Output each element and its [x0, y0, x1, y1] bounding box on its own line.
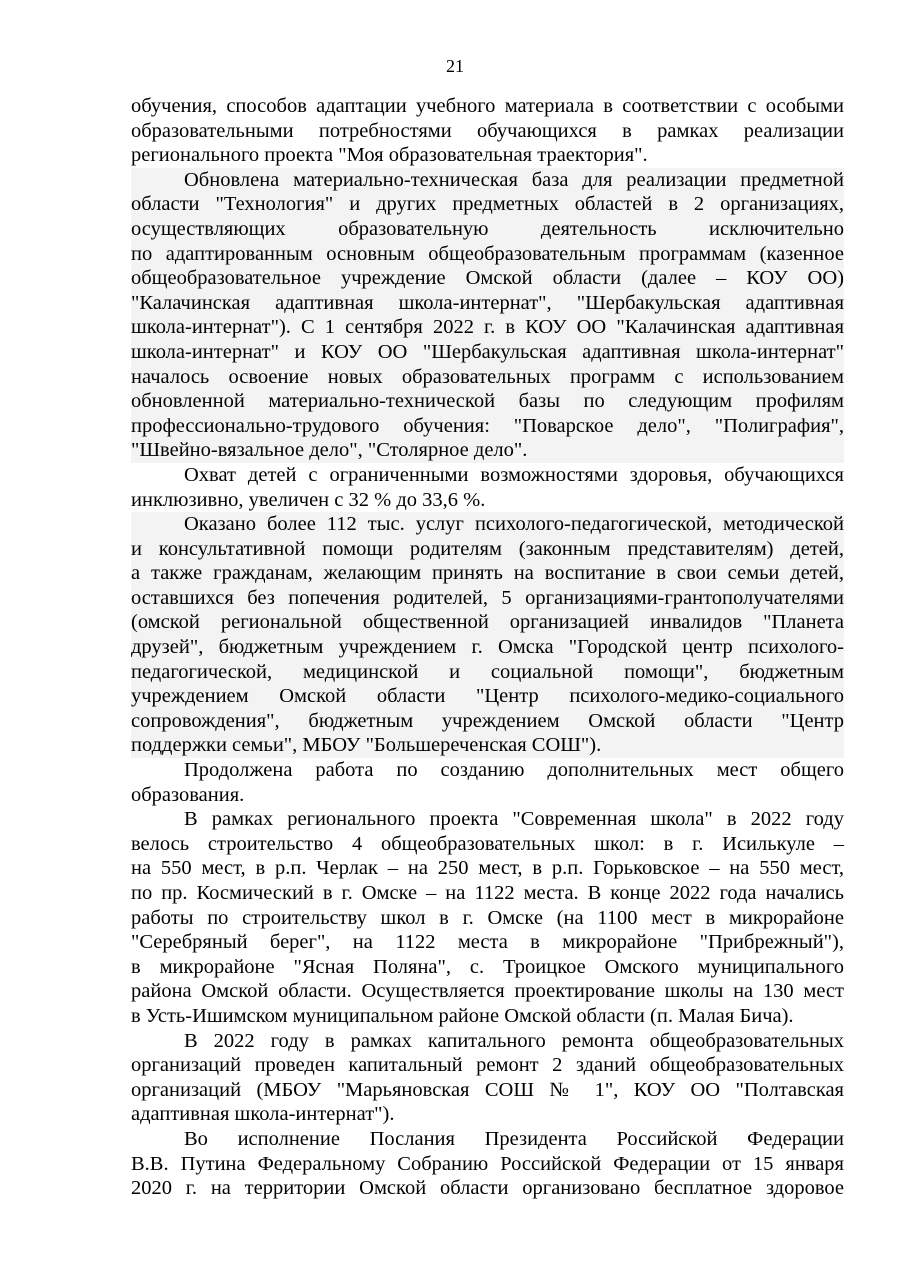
- paragraph: [131, 758, 844, 807]
- text-line: и консультативной помощи родителям (законным представителям) детей,: [131, 537, 844, 560]
- text-line: "Калачинская адаптивная школа-интернат", "Шербакульская адаптивная: [131, 291, 844, 314]
- text-line: района Омской области. Осуществляется проектирование школы на 130 мест: [131, 980, 844, 1003]
- text-line: в микрорайоне "Ясная Поляна", с. Троицкое Омского муниципального: [131, 955, 844, 978]
- text-line: адаптивная школа-интернат").: [131, 1103, 395, 1126]
- text-line: Во исполнение Послания Президента Российской Федерации: [184, 1127, 844, 1150]
- text-line: осуществляющих образовательную деятельность исключительно: [131, 217, 844, 240]
- text-line: образовательными потребностями обучающихся в рамках реализации: [131, 119, 844, 142]
- text-line: области "Технология" и других предметных областей в 2 организациях,: [131, 193, 844, 216]
- text-line: организаций проведен капитальный ремонт 2 зданий общеобразовательных: [131, 1054, 844, 1077]
- text-line: общеобразовательное учреждение Омской области (далее – КОУ ОО): [131, 267, 844, 290]
- text-line: Охват детей с ограниченными возможностями здоровья, обучающихся: [184, 463, 844, 486]
- text-line: школа-интернат" и КОУ ОО "Шербакульская адаптивная школа-интернат": [131, 340, 844, 363]
- text-line: работы по строительству школ в г. Омске (на 1100 мест в микрорайоне: [131, 906, 844, 929]
- text-line: регионального проекта "Моя образовательная траектория".: [131, 144, 648, 167]
- text-line: (омской региональной общественной организацией инвалидов "Планета: [131, 611, 844, 634]
- text-line: "Швейно-вязальное дело", "Столярное дело".: [131, 439, 528, 462]
- text-line: началось освоение новых образовательных программ с использованием: [131, 365, 844, 388]
- text-line: "Серебряный берег", на 1122 места в микрорайоне "Прибрежный"),: [131, 931, 844, 954]
- paragraph: [131, 168, 844, 463]
- text-line: в Усть-Ишимском муниципальном районе Омской области (п. Малая Бича).: [131, 1004, 794, 1027]
- text-line: Обновлена материально-техническая база для реализации предметной: [184, 168, 844, 191]
- text-line: а также гражданам, желающим принять на воспитание в свои семьи детей,: [131, 562, 844, 585]
- text-line: педагогической, медицинской и социальной помощи", бюджетным: [131, 660, 844, 683]
- paragraph: [131, 463, 844, 512]
- text-line: Оказано более 112 тыс. услуг психолого-педагогической, методической: [184, 513, 844, 536]
- text-line: В рамках регионального проекта "Современная школа" в 2022 году: [184, 808, 844, 831]
- text-line: друзей", бюджетным учреждением г. Омска "Городской центр психолого-: [131, 636, 844, 659]
- text-line: обновленной материально-технической базы по следующим профилям: [131, 390, 844, 413]
- paragraph: [131, 512, 844, 758]
- text-line: сопровождения", бюджетным учреждением Омской области "Центр: [131, 709, 844, 732]
- document-body: [131, 94, 844, 1201]
- text-line: по адаптированным основным общеобразовательным программам (казенное: [131, 242, 844, 265]
- text-line: учреждением Омской области "Центр психолого-медико-социального: [131, 685, 844, 708]
- text-line: инклюзивно, увеличен с 32 % до 33,6 %.: [131, 488, 486, 511]
- text-line: велось строительство 4 общеобразовательных школ: в г. Исилькуле –: [131, 832, 844, 855]
- text-line: 2020 г. на территории Омской области организовано бесплатное здоровое: [131, 1177, 844, 1200]
- paragraph: [131, 1029, 844, 1127]
- text-line: В 2022 году в рамках капитального ремонта общеобразовательных: [184, 1029, 844, 1052]
- text-line: оставшихся без попечения родителей, 5 организациями-грантополучателями: [131, 586, 844, 609]
- paragraph: [131, 1127, 844, 1201]
- text-line: по пр. Космический в г. Омске – на 1122 места. В конце 2022 года начались: [131, 882, 844, 904]
- text-line: В.В. Путина Федеральному Собранию Российской Федерации от 15 января: [131, 1152, 844, 1175]
- text-line: обучения, способов адаптации учебного материала в соответствии с особыми: [131, 95, 844, 117]
- text-line: поддержки семьи", МБОУ "Большереченская СОШ").: [131, 734, 602, 757]
- page-number: 21: [446, 56, 464, 76]
- text-line: школа-интернат"). С 1 сентября 2022 г. в КОУ ОО "Калачинская адаптивная: [131, 316, 844, 339]
- text-line: образования.: [131, 783, 245, 806]
- text-line: Продолжена работа по созданию дополнительных мест общего: [184, 759, 844, 782]
- paragraph: [131, 94, 844, 168]
- paragraph: [131, 807, 844, 1028]
- text-line: профессионально-трудового обучения: "Поварское дело", "Полиграфия",: [131, 414, 844, 437]
- text-line: на 550 мест, в р.п. Черлак – на 250 мест, в р.п. Горьковское – на 550 мест,: [131, 857, 844, 880]
- text-line: организаций (МБОУ "Марьяновская СОШ № 1", КОУ ОО "Полтавская: [131, 1078, 844, 1101]
